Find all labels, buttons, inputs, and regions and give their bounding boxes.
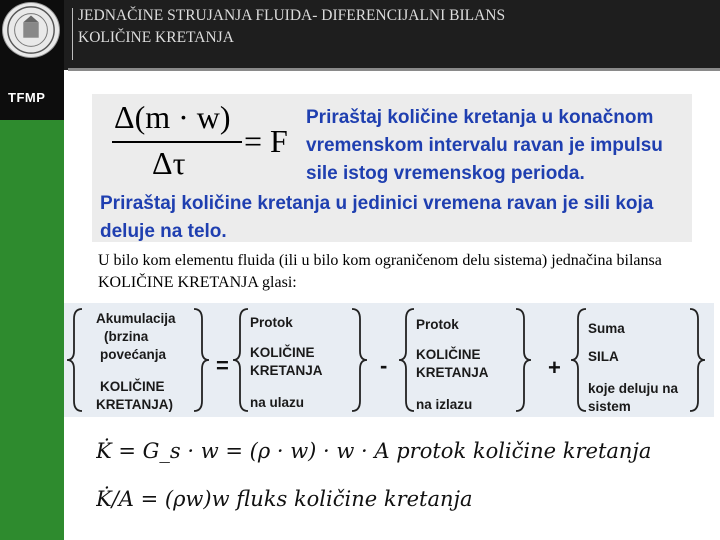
formula-numerator: Δ(m · w)	[114, 99, 231, 135]
inflow-line-3: KRETANJA	[250, 363, 323, 378]
outflow-line-3: KRETANJA	[416, 365, 489, 380]
acc-line-3: povećanja	[100, 347, 167, 362]
slide-title: JEDNAČINE STRUJANJA FLUIDA- DIFERENCIJALNI BILANS KOLIČINE KRETANJA	[78, 7, 506, 46]
impulse-statement: Priraštaj količine kretanja u konačnom vremenskom intervalu ravan je impulsu sile istog vremenskog perioda.	[306, 107, 663, 184]
formula-rhs: = F	[244, 123, 288, 159]
acc-line-5: KRETANJA)	[96, 397, 173, 412]
formula-line-2: K̇/A = (ρw)w fluks količine kretanja	[96, 487, 473, 511]
brand-label: TFMP	[8, 90, 46, 105]
title-divider	[72, 8, 73, 60]
outflow-line-1: Protok	[416, 317, 459, 332]
outflow-line-2: KOLIČINE	[416, 347, 481, 362]
forces-line-3: koje deluju na	[588, 381, 679, 396]
inflow-line-4: na ulazu	[250, 395, 305, 410]
forces-line-1: Suma	[588, 321, 625, 336]
formula-line-1: K̇ = G_s · w = (ρ · w) · w · A protok količine kretanja	[96, 439, 652, 463]
balance-equation-box	[64, 303, 714, 417]
momentum-flux-formulas	[96, 430, 716, 530]
forces-line-4: sistem	[588, 399, 631, 414]
definition-box	[92, 94, 692, 242]
forces-line-2: SILA	[588, 349, 619, 364]
force-statement: Priraštaj količine kretanja u jedinici vremena ravan je sili koja deluje na telo.	[100, 193, 654, 242]
plus-sign: +	[548, 355, 561, 380]
momentum-formula	[92, 94, 304, 190]
acc-line-1: Akumulacija	[96, 311, 176, 326]
outflow-line-4: na izlazu	[416, 397, 473, 412]
acc-line-4: KOLIČINE	[100, 379, 165, 394]
inflow-line-1: Protok	[250, 315, 293, 330]
acc-line-2: (brzina	[104, 329, 149, 344]
equals-sign: =	[216, 353, 229, 378]
university-seal-logo	[2, 2, 60, 58]
title-underline	[68, 68, 720, 71]
formula-denominator: Δτ	[152, 145, 186, 181]
inflow-line-2: KOLIČINE	[250, 345, 315, 360]
minus-sign: -	[380, 353, 388, 378]
intro-paragraph: U bilo kom elementu fluida (ili u bilo kom ograničenom delu sistema) jednačina bilansa KOLIČINE KRETANJA glasi:	[98, 252, 662, 291]
balance-equation-diagram	[64, 303, 714, 417]
